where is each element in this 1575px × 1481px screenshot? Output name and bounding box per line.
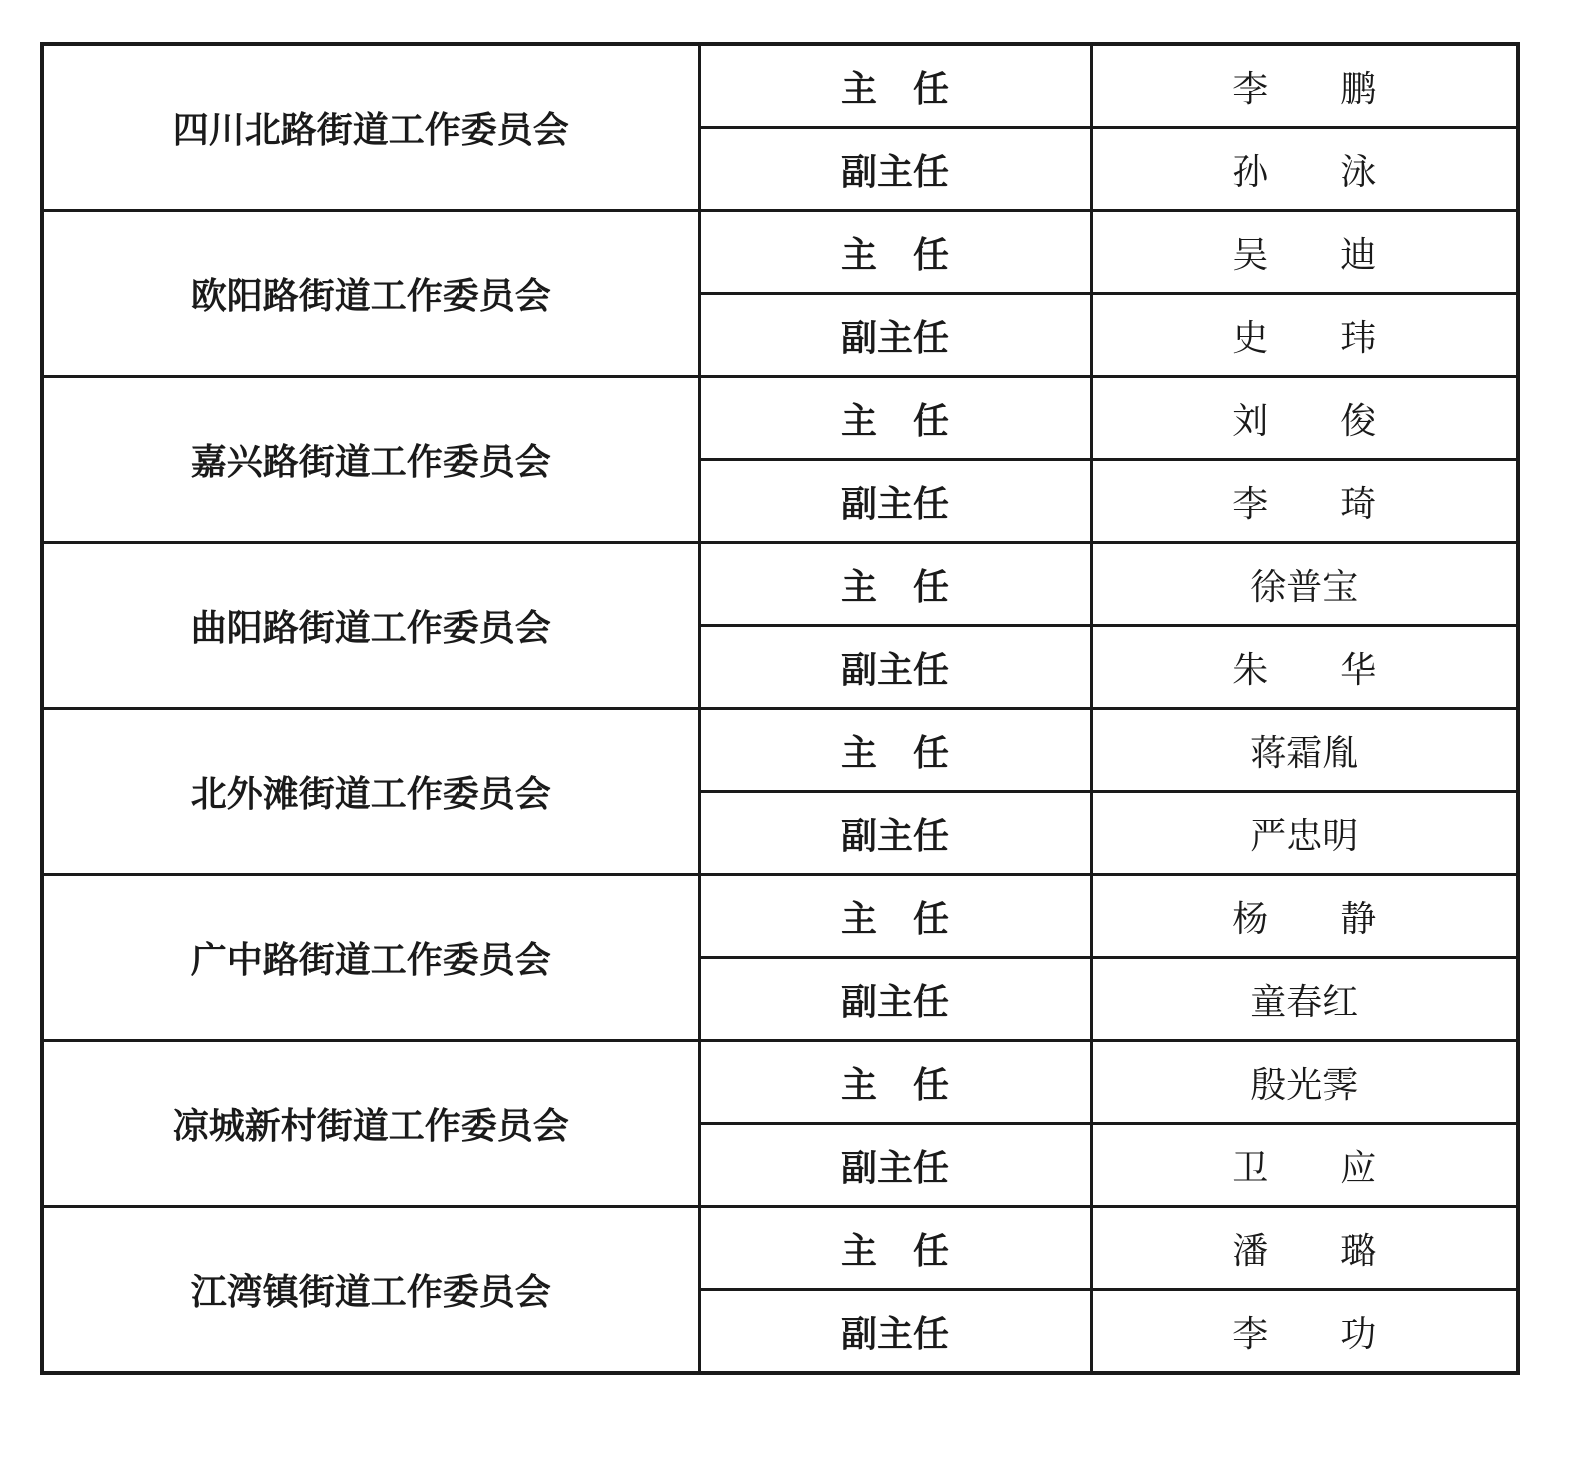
- director-name: 潘 璐: [1091, 1207, 1518, 1290]
- table-row: [42, 44, 1518, 128]
- role-label-director: 主 任: [699, 709, 1091, 792]
- role-label-director: 主 任: [699, 1041, 1091, 1124]
- deputy-name: 孙 泳: [1091, 128, 1518, 211]
- role-label-deputy: 副主任: [699, 1290, 1091, 1374]
- role-label-director: 主 任: [699, 543, 1091, 626]
- deputy-name: 朱 华: [1091, 626, 1518, 709]
- role-label-deputy: 副主任: [699, 792, 1091, 875]
- committee-name: 江湾镇街道工作委员会: [42, 1207, 699, 1374]
- director-name: 李 鹏: [1091, 44, 1518, 128]
- role-label-deputy: 副主任: [699, 958, 1091, 1041]
- committee-name: 欧阳路街道工作委员会: [42, 211, 699, 377]
- role-label-director: 主 任: [699, 211, 1091, 294]
- director-name: 徐普宝: [1091, 543, 1518, 626]
- deputy-name: 童春红: [1091, 958, 1518, 1041]
- deputy-name: 严忠明: [1091, 792, 1518, 875]
- table-row: [42, 543, 1518, 626]
- table-row: [42, 709, 1518, 792]
- role-label-director: 主 任: [699, 1207, 1091, 1290]
- deputy-name: 卫 应: [1091, 1124, 1518, 1207]
- role-label-deputy: 副主任: [699, 1124, 1091, 1207]
- committee-name: 嘉兴路街道工作委员会: [42, 377, 699, 543]
- committee-name: 北外滩街道工作委员会: [42, 709, 699, 875]
- committee-name: 曲阳路街道工作委员会: [42, 543, 699, 709]
- deputy-name: 李 功: [1091, 1290, 1518, 1374]
- role-label-deputy: 副主任: [699, 294, 1091, 377]
- role-label-director: 主 任: [699, 377, 1091, 460]
- committee-name: 四川北路街道工作委员会: [42, 44, 699, 211]
- director-name: 殷光霁: [1091, 1041, 1518, 1124]
- table-row: [42, 1041, 1518, 1124]
- committee-name: 凉城新村街道工作委员会: [42, 1041, 699, 1207]
- director-name: 刘 俊: [1091, 377, 1518, 460]
- role-label-deputy: 副主任: [699, 128, 1091, 211]
- director-name: 吴 迪: [1091, 211, 1518, 294]
- table-row: [42, 875, 1518, 958]
- deputy-name: 李 琦: [1091, 460, 1518, 543]
- table-row: [42, 211, 1518, 294]
- deputy-name: 史 玮: [1091, 294, 1518, 377]
- table-row: [42, 377, 1518, 460]
- role-label-deputy: 副主任: [699, 626, 1091, 709]
- director-name: 杨 静: [1091, 875, 1518, 958]
- committee-roster-table: [40, 42, 1520, 1375]
- role-label-deputy: 副主任: [699, 460, 1091, 543]
- committee-name: 广中路街道工作委员会: [42, 875, 699, 1041]
- table-row: [42, 1207, 1518, 1290]
- director-name: 蒋霜胤: [1091, 709, 1518, 792]
- role-label-director: 主 任: [699, 875, 1091, 958]
- role-label-director: 主 任: [699, 44, 1091, 128]
